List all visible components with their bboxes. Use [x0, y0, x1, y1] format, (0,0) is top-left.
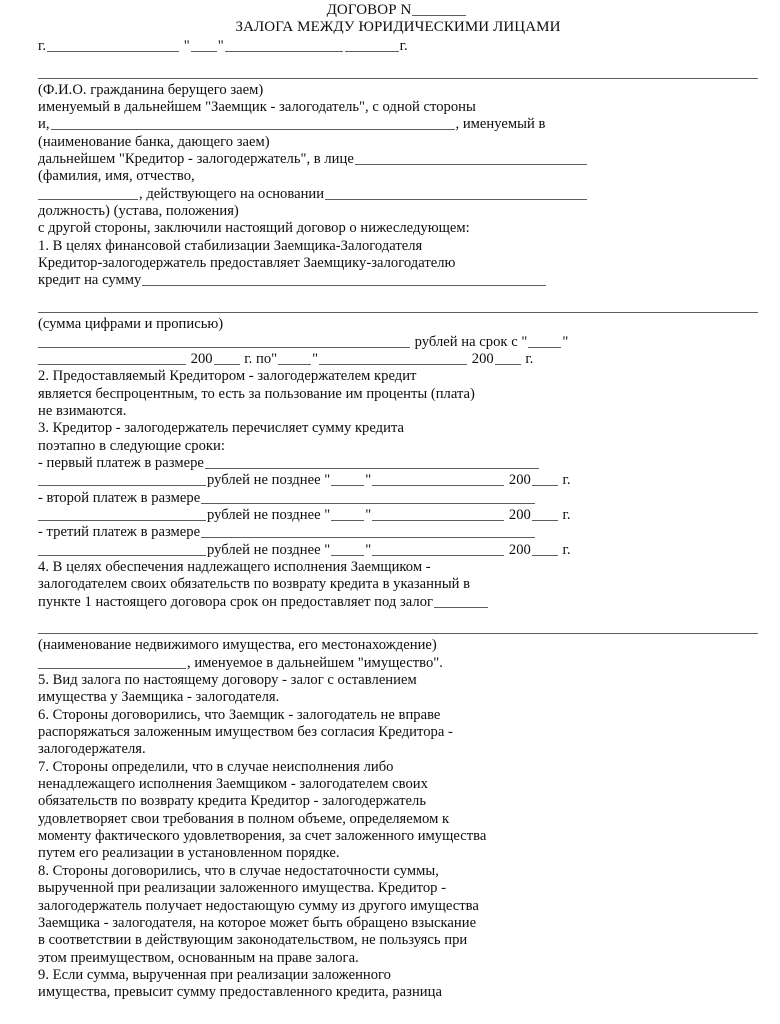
acting-on-basis-label: , действующего на основании [139, 185, 325, 202]
caption-bank-name: (наименование банка, дающего заем) [38, 133, 270, 150]
term-sum-blank[interactable] [38, 335, 410, 348]
clause-8-line-6: этом преимуществом, основанным на праве залога. [38, 949, 359, 966]
property-name-rule[interactable] [38, 620, 768, 637]
payment-3-label: - третий платеж в размере [38, 524, 201, 541]
clause-intro-line-2: с другой стороны, заключили настоящий договор о нижеследующем: [38, 220, 470, 237]
payment-2-words-blank[interactable] [38, 508, 206, 521]
clause-4-line-2: залогодателем своих обязательств по возврату кредита в указанный в [38, 576, 471, 593]
payment-2-year-label: 200 [508, 506, 531, 523]
caption-borrower-name: (Ф.И.О. гражданина берущего заем) [38, 81, 264, 98]
position-blank[interactable] [38, 187, 138, 200]
acting-on-basis-line [38, 186, 768, 203]
payment-1-rubles-label: рублей не позднее [207, 472, 321, 489]
term-start-day-blank[interactable] [528, 335, 561, 348]
clause-5-line-1: 5. Вид залога по настоящему договору - залог с оставлением [38, 672, 417, 689]
year-suffix-label: г. [399, 38, 408, 54]
clause-7-line-4: удовлетворяет свои требования в полном объеме, определяемом к [38, 810, 450, 827]
term-end-month-blank[interactable] [319, 352, 467, 365]
payment-3-month-blank[interactable] [372, 543, 504, 556]
payment-1-g-label: г. [562, 472, 571, 489]
payment-1-amount-line [38, 455, 768, 472]
term-quote-open: " [521, 333, 528, 350]
term-start-year-blank[interactable] [214, 352, 240, 365]
payment-2-label: - второй платеж в размере [38, 489, 201, 506]
sum-digits-words-rule[interactable] [38, 299, 768, 316]
clause-1-line-2: Кредитор-залогодержатель предоставляет Заемщику-залогодателю [38, 255, 456, 272]
clause-6-line-1: 6. Стороны договорились, что Заемщик - залогодатель не вправе [38, 706, 441, 723]
payment-3-amount-line [38, 524, 768, 541]
caption-person-name: (фамилия, имя, отчество, [38, 168, 195, 185]
clause-6-line-2: распоряжаться заложенным имуществом без согласия Кредитора - [38, 724, 453, 741]
payment-1-words-blank[interactable] [38, 473, 206, 486]
clause-2-line-3: не взимаются. [38, 402, 127, 419]
payment-2-amount-line [38, 490, 768, 507]
p1-quote-close: " [365, 472, 372, 489]
clause-8-line-5: в соответствии в действующим законодательством, не пользуясь при [38, 932, 468, 949]
property-alias-blank[interactable] [38, 656, 186, 669]
title-text-line-2: ЗАЛОГА МЕЖДУ ЮРИДИЧЕСКИМИ ЛИЦАМИ [235, 19, 561, 35]
term-end-year-label: 200 [471, 350, 494, 367]
term2-quote-close: " [312, 350, 319, 367]
clause-4-pledge-label: пункте 1 настоящего договора срок он предоставляет под залог [38, 593, 434, 610]
payment-2-date-line [38, 507, 768, 524]
term-start-year-label: 200 [190, 350, 213, 367]
payment-1-date-line [38, 472, 768, 489]
payment-1-month-blank[interactable] [372, 473, 504, 486]
p3-quote-close: " [365, 541, 372, 558]
credit-sum-blank[interactable] [142, 273, 546, 286]
spacer [38, 55, 768, 64]
term-quote-close: " [562, 333, 569, 350]
payment-3-words-blank[interactable] [38, 543, 206, 556]
credit-sum-label: кредит на сумму [38, 272, 142, 289]
clause-2-line-2: является беспроцентным, то есть за пользование им проценты (плата) [38, 385, 475, 402]
payment-3-date-line [38, 542, 768, 559]
payment-1-amount-blank[interactable] [205, 456, 539, 469]
representative-blank[interactable] [355, 152, 587, 165]
clause-8-line-2: вырученной при реализации заложенного имущества. Кредитор - [38, 880, 447, 897]
clause-8-line-4: Заемщика - залогодателя, на которое может быть обращено взыскание [38, 914, 477, 931]
clause-4-tail-label: , именуемое в дальнейшем "имущество". [187, 654, 443, 671]
caption-sum-digits-words: (сумма цифрами и прописью) [38, 316, 224, 333]
payment-1-year-blank[interactable] [532, 473, 558, 486]
title-text-line-1: ДОГОВОР N [326, 2, 412, 18]
rubles-for-term-label: рублей на срок с [414, 333, 518, 350]
clause-7-line-2: ненадлежащего исполнения Заемщиком - залогодателем своих [38, 776, 428, 793]
payment-2-year-blank[interactable] [532, 508, 558, 521]
payment-1-day-blank[interactable] [331, 473, 364, 486]
and-prefix-label: и, [38, 116, 50, 133]
payment-3-day-blank[interactable] [331, 543, 364, 556]
quote-open: " [183, 38, 190, 54]
clause-5-line-2: имущества у Заемщика - залогодателя. [38, 689, 280, 706]
quote-close: " [217, 38, 224, 54]
named-hereinafter-label: , именуемый в [455, 116, 546, 133]
clause-7-line-3: обязательств по возврату кредита Кредитор - залогодержатель [38, 793, 427, 810]
p3-quote-open: " [324, 541, 331, 558]
term-line-1 [38, 334, 768, 351]
payment-2-g-label: г. [562, 506, 571, 523]
payment-2-day-blank[interactable] [331, 508, 364, 521]
clause-6-line-3: залогодержателя. [38, 741, 146, 758]
day-blank[interactable] [191, 39, 217, 52]
creditor-label: дальнейшем "Кредитор - залогодержатель", в лице [38, 151, 354, 168]
clause-intro-line-1: именуемый в дальнейшем "Заемщик - залогодатель", с одной стороны [38, 99, 476, 116]
term-end-day-blank[interactable] [278, 352, 311, 365]
pledge-property-blank[interactable] [434, 595, 488, 608]
creditor-representative-line [38, 151, 768, 168]
payment-3-year-label: 200 [508, 541, 531, 558]
caption-position-charter: должность) (устава, положения) [38, 203, 239, 220]
contract-number-blank[interactable] [412, 3, 466, 16]
city-blank[interactable] [47, 39, 179, 52]
p2-quote-open: " [324, 506, 331, 523]
clause-4-line-1: 4. В целях обеспечения надлежащего исполнения Заемщиком - [38, 558, 431, 575]
clause-7-line-6: путем его реализации в установленном порядке. [38, 845, 340, 862]
payment-3-amount-blank[interactable] [201, 525, 535, 538]
payment-2-rubles-label: рублей не позднее [207, 506, 321, 523]
term-end-year-blank[interactable] [495, 352, 521, 365]
payment-2-amount-blank[interactable] [201, 491, 535, 504]
clause-7-line-5: моменту фактического удовлетворения, за счет заложенного имущества [38, 828, 487, 845]
bank-name-blank[interactable] [51, 117, 455, 130]
term-start-month-blank[interactable] [38, 352, 186, 365]
document-body [0, 38, 780, 1002]
clause-8-line-1: 8. Стороны договорились, что в случае недостаточности суммы, [38, 862, 439, 879]
clause-4-line-3 [38, 594, 768, 611]
city-prefix-label: г. [38, 38, 47, 54]
payment-1-year-label: 200 [508, 472, 531, 489]
spacer [38, 290, 768, 299]
payment-3-g-label: г. [562, 541, 571, 558]
spacer [38, 611, 768, 620]
clause-1-line-3 [38, 272, 768, 289]
clause-4-tail-line [38, 655, 768, 672]
term2-quote-open: " [271, 350, 278, 367]
bank-line [38, 116, 768, 133]
clause-7-line-1: 7. Стороны определили, что в случае неисполнения либо [38, 758, 394, 775]
clause-9-line-2: имущества, превысит сумму предоставленного кредита, разница [38, 984, 442, 1001]
p2-quote-close: " [365, 506, 372, 523]
clause-9-line-1: 9. Если сумма, вырученная при реализации заложенного [38, 966, 391, 983]
clause-2-line-1: 2. Предоставляемый Кредитором - залогодержателем кредит [38, 368, 417, 385]
date-line [38, 38, 768, 55]
basis-document-blank[interactable] [325, 187, 587, 200]
clause-3-line-2: поэтапно в следующие сроки: [38, 437, 225, 454]
term-to-label: г. по [244, 350, 272, 367]
payment-1-label: - первый платеж в размере [38, 454, 204, 471]
clause-1-line-1: 1. В целях финансовой стабилизации Заемщика-Залогодателя [38, 237, 423, 254]
payment-2-month-blank[interactable] [372, 508, 504, 521]
page-title [0, 2, 780, 19]
payment-3-rubles-label: рублей не позднее [207, 541, 321, 558]
clause-8-line-3: залогодержатель получает недостающую сумму из другого имущества [38, 897, 479, 914]
p1-quote-open: " [324, 472, 331, 489]
month-blank[interactable] [225, 39, 343, 52]
caption-property-name: (наименование недвижимого имущества, его местонахождение) [38, 637, 437, 654]
document-title-block [0, 0, 780, 36]
term-line-2 [38, 351, 768, 368]
borrower-name-rule[interactable] [38, 64, 768, 81]
term-end-g-label: г. [525, 350, 534, 367]
year-blank[interactable] [345, 39, 399, 52]
clause-3-line-1: 3. Кредитор - залогодержатель перечисляет сумму кредита [38, 420, 405, 437]
payment-3-year-blank[interactable] [532, 543, 558, 556]
page-subtitle [0, 19, 780, 36]
